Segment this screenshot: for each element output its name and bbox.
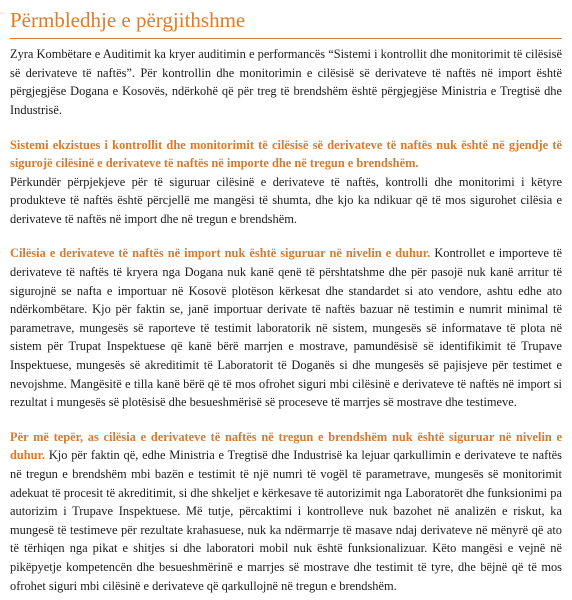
section-2-body: Kontrollet e importeve të derivateve të naftës të kryera nga Dogana nuk kanë qenë të përshtatshme dhe për pasojë nuk kanë arritur të sigurojnë se nafta e importuar në Kosovë plotëson kërkesat dhe standardet si ato vendore, ashtu edhe ato ndërkombëtare. Kjo për faktin se, janë importuar derivate të naftës bazuar në testimin e numrit minimal të parametrave, mungesës së raporteve të testimit laboratorik në sistem, mungesës së informatave të plota në sistem për Trupat Inspektuese që kanë bërë marrjen e mostrave, pamundësisë së identifikimit të Trupave Inspektuese, mungesës së akreditimit të Laboratorit të Doganës si dhe mungesës së pajisjeve për testimet e nevojshme. Mangësitë e tilla kanë bërë që të mos ofrohet siguri mbi cilësinë e derivateve të naftës në import si rezultat i mungesës së plotësisë dhe besueshmërisë së proceseve të marrjes së mostrave dhe testimeve. [10,246,562,410]
section-2-heading: Cilësia e derivateve të naftës në import nuk është siguruar në nivelin e duhur. [10,246,431,261]
section-1 [10,136,562,229]
section-2 [10,244,562,411]
section-3-body: Kjo për faktin që, edhe Ministria e Tregtisë dhe Industrisë ka lejuar qarkullimin e derivateve te naftës në tregun e brendshëm mbi bazën e testimit të një numri të vogël të parametrave, mungesës së monitorimit adekuat të procesit të akreditimit, si dhe shkeljet e kërkesave të autorizimit nga Laboratorët dhe funksionimi pa autorizim i Trupave Inspektuese. Më tutje, përcaktimi i kontrolleve nuk bazohet në analizën e riskut, ka mungesë të testimeve për rezultate krahasuese, nuk ka ndërmarrje të masave ndaj derivateve në mënyrë që ato të tërhiqen nga pikat e shitjes si dhe laboratori mobil nuk është funksionalizuar. Këto mangësi e vejnë në pikëpyetje kompetencën dhe besueshmërinë e marrjes së mostrave dhe testimit të tyre, dhe bëjnë që të mos ofrohet siguri mbi cilësinë e derivateve që qarkullojnë në tregun e brendshëm. [10,448,562,593]
section-2-paragraph [10,244,562,411]
section-1-heading: Sistemi ekzistues i kontrollit dhe monitorimit të cilësisë së derivateve të naftës nuk është në gjendje të sigurojë cilësinë e derivateve të naftës në importe dhe në tregun e brendshëm. [10,137,562,171]
section-3 [10,428,562,595]
section-3-paragraph [10,428,562,595]
section-1-body: Përkundër përpjekjeve për të siguruar cilësinë e derivateve të naftës, kontrolli dhe monitorimi i këtyre produkteve të naftës është përcjellë me mangësi të shumta, dhe kjo ka ndikuar që të mos sigurohet cilësia e derivateve të naftës në import dhe në tregun e brendshëm. [10,174,562,226]
section-3-heading: Për më tepër, as cilësia e derivateve të naftës në tregun e brendshëm nuk është siguruar në nivelin e duhur. [10,429,562,463]
page-title: Përmbledhje e përgjithshme [10,8,562,39]
intro-paragraph: Zyra Kombëtare e Auditimit ka kryer auditimin e performancës “Sistemi i kontrollit dhe monitorimit të cilësisë së derivateve të naftës”. Për kontrollin dhe monitorimin e cilësisë së derivateve të naftës në import është përgjegjëse Dogana e Kosovës, ndërkohë që për treg të brendshëm është përgjegjëse Ministria e Tregtisë dhe Industrisë. [10,47,562,117]
